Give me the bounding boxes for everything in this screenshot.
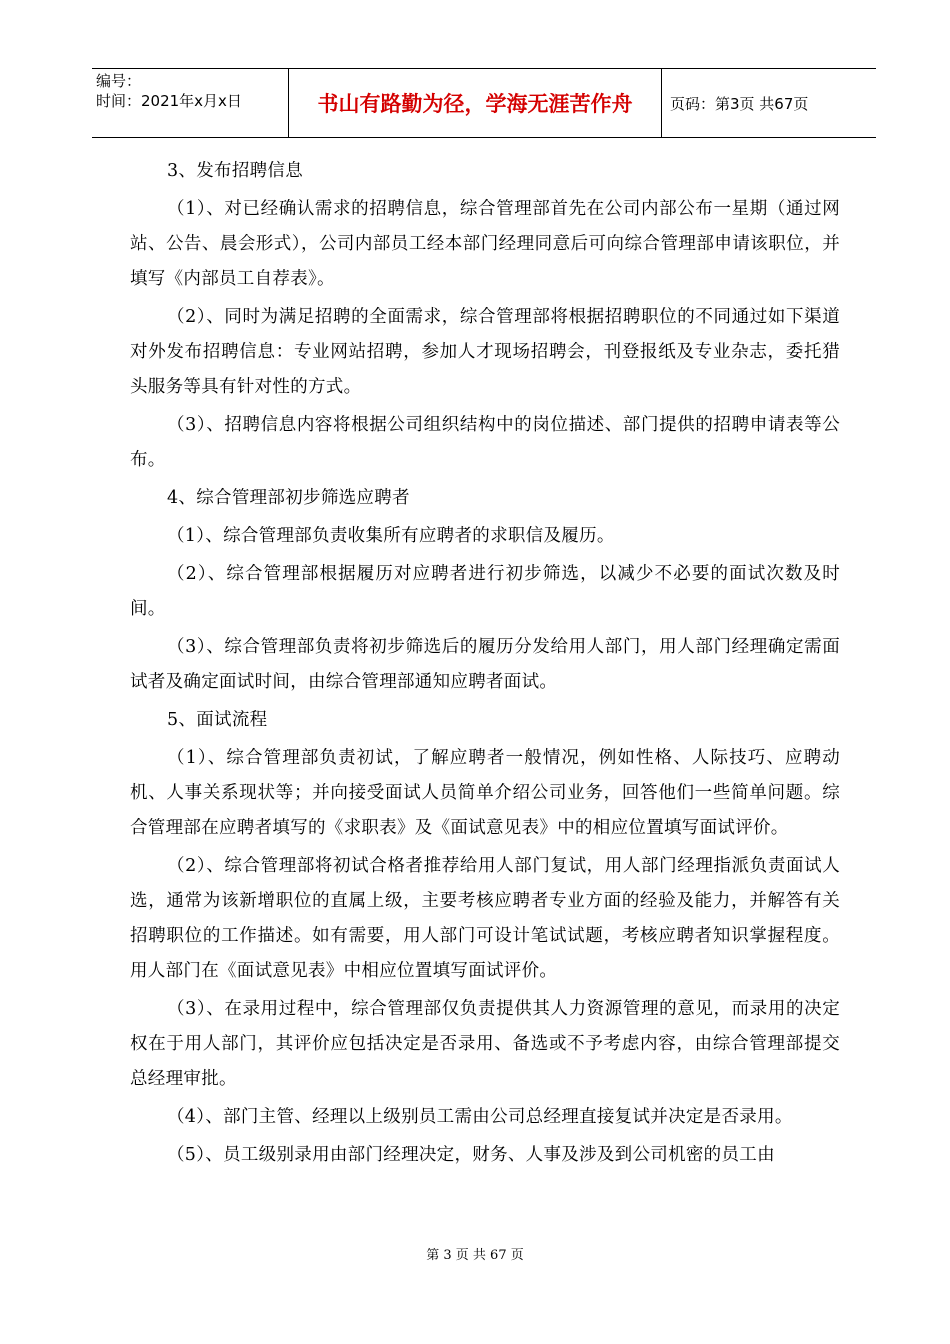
page-footer: 第 3 页 共 67 页 xyxy=(426,1248,524,1263)
document-time-label: 时间：2021年x月x日 xyxy=(96,92,242,110)
document-number-label: 编号： xyxy=(96,72,142,90)
paragraph: （5）、员工级别录用由部门经理决定，财务、人事及涉及到公司机密的员工由 xyxy=(167,1145,775,1165)
paragraph: （3）、招聘信息内容将根据公司组织结构中的岗位描述、部门提供的招聘申请表等公布。 xyxy=(130,415,840,470)
header-meta xyxy=(92,69,288,137)
paragraph: （3）、在录用过程中，综合管理部仅负责提供其人力资源管理的意见，而录用的决定权在于用人部门，其评价应包括决定是否录用、备选或不予考虑内容，由综合管理部提交总经理审批。 xyxy=(130,999,840,1089)
header-page-number: 页码：第3页 共67页 xyxy=(670,94,809,113)
section-heading: 5、面试流程 xyxy=(167,710,268,730)
header-motto: 书山有路勤为径，学海无涯苦作舟 xyxy=(288,69,662,137)
paragraph: （1）、对已经确认需求的招聘信息，综合管理部首先在公司内部公布一星期（通过网站、公告、晨会形式），公司内部员工经本部门经理同意后可向综合管理部申请该职位，并填写《内部员工自荐表》。 xyxy=(130,199,840,289)
paragraph: （1）、综合管理部负责初试，了解应聘者一般情况，例如性格、人际技巧、应聘动机、人事关系现状等；并向接受面试人员简单介绍公司业务，回答他们一些简单问题。综合管理部在应聘者填写的《求职表》及《面试意见表》中的相应位置填写面试评价。 xyxy=(130,748,840,838)
paragraph: （2）、同时为满足招聘的全面需求，综合管理部将根据招聘职位的不同通过如下渠道对外发布招聘信息：专业网站招聘，参加人才现场招聘会，刊登报纸及专业杂志，委托猎头服务等具有针对性的方式。 xyxy=(130,307,840,397)
document-body xyxy=(130,154,840,1176)
paragraph: （1）、综合管理部负责收集所有应聘者的求职信及履历。 xyxy=(167,526,615,546)
paragraph: （4）、部门主管、经理以上级别员工需由公司总经理直接复试并决定是否录用。 xyxy=(167,1107,793,1127)
page-header xyxy=(92,68,876,138)
section-heading: 4、综合管理部初步筛选应聘者 xyxy=(167,488,410,508)
section-heading: 3、发布招聘信息 xyxy=(167,161,304,181)
paragraph: （3）、综合管理部负责将初步筛选后的履历分发给用人部门，用人部门经理确定需面试者及确定面试时间，由综合管理部通知应聘者面试。 xyxy=(130,637,840,692)
paragraph: （2）、综合管理部根据履历对应聘者进行初步筛选，以减少不必要的面试次数及时间。 xyxy=(130,564,840,619)
paragraph: （2）、综合管理部将初试合格者推荐给用人部门复试，用人部门经理指派负责面试人选，通常为该新增职位的直属上级，主要考核应聘者专业方面的经验及能力，并解答有关招聘职位的工作描述。如有需要，用人部门可设计笔试试题，考核应聘者知识掌握程度。用人部门在《面试意见表》中相应位置填写面试评价。 xyxy=(130,856,840,981)
